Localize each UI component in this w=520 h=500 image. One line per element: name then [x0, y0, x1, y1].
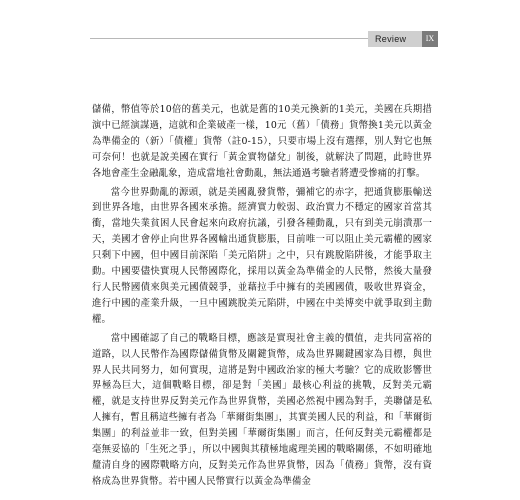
page-number: IX: [422, 31, 438, 47]
paragraph: 當中國確認了自己的戰略目標，應該是實現社會主義的價值，走共同富裕的道路，以人民幣作為國際儲備貨幣及關鍵貨幣，成為世界關鍵國家為目標，與世界人民共同努力，如何實現，這將是對中國政治家的極大考驗？它的成敗影響世界極為巨大，這個戰略目標，卻是對「美國」最核心利益的挑戰，反對美元霸權，就是支持世界反對美元作為世界貨幣，美國必然視中國為對手，美聯儲是私人擁有，暫且稱這些擁有者為「華爾街集團」，其實美國人民的利益，和「華爾街集團」的利益並非一致，但對美國「華爾街集團」而言，任何反對美元霸權都是毫無妥協的「生死之爭」，所以中國與其積極地處理美國的戰略關係，不如明確地釐清自身的國際戰略方向，反對美元作為世界貨幣，因為「債務」貨幣，沒有資格成為世界貨幣。若中國人民幣實行以黃金為準備金: [92, 332, 432, 487]
running-title: Review: [375, 34, 407, 44]
paragraph: 當今世界動亂的源頭，就是美國亂發貨幣，彌補它的赤字，把通貨膨脹輸送到世界各地，由世界各國來承擔。經濟實力較弱、政治實力不穩定的國家首當其衝，當地失業貧困人民會起來向政府抗議，引發各種動亂，只有到美元崩潰那一天，美國才會停止向世界各國輸出通貨膨脹，目前唯一可以阻止美元霸權的國家只剩下中國，但中國目前深陷「美元陷阱」之中，只有跳脫陷阱後，才能爭取主動。中國要儘快實現人民幣國際化，採用以黃金為準備金的人民幣，然後大量發行人民幣國債來與美元國債競爭，並藉拉手中擁有的美國國債，吸收世界資金，進行中國的產業升級，一旦中國跳脫美元陷阱，中國在中美博奕中就爭取到主動權。: [92, 186, 432, 325]
header-rule: [90, 38, 368, 39]
paragraph: 儲備，幣值等於10倍的舊美元，也就是舊的10美元換新的1美元，美國在兵期措演中已經演謀過，這就和企業破產一樣，10元（舊）「債務」貨幣換1美元以黃金為準備金的（新）「債權」貨幣（註0-15），只要市場上沒有選擇，別人對它也無可奈何！也就是說美國在實行「黃金實物儲兌」制後，就解決了問題，此時世界各地會產生金融亂象，造成當地社會動亂，無法通過考驗者將遭受慘痛的打擊。: [92, 104, 432, 179]
body-text: [92, 102, 432, 493]
running-header: [368, 31, 422, 47]
